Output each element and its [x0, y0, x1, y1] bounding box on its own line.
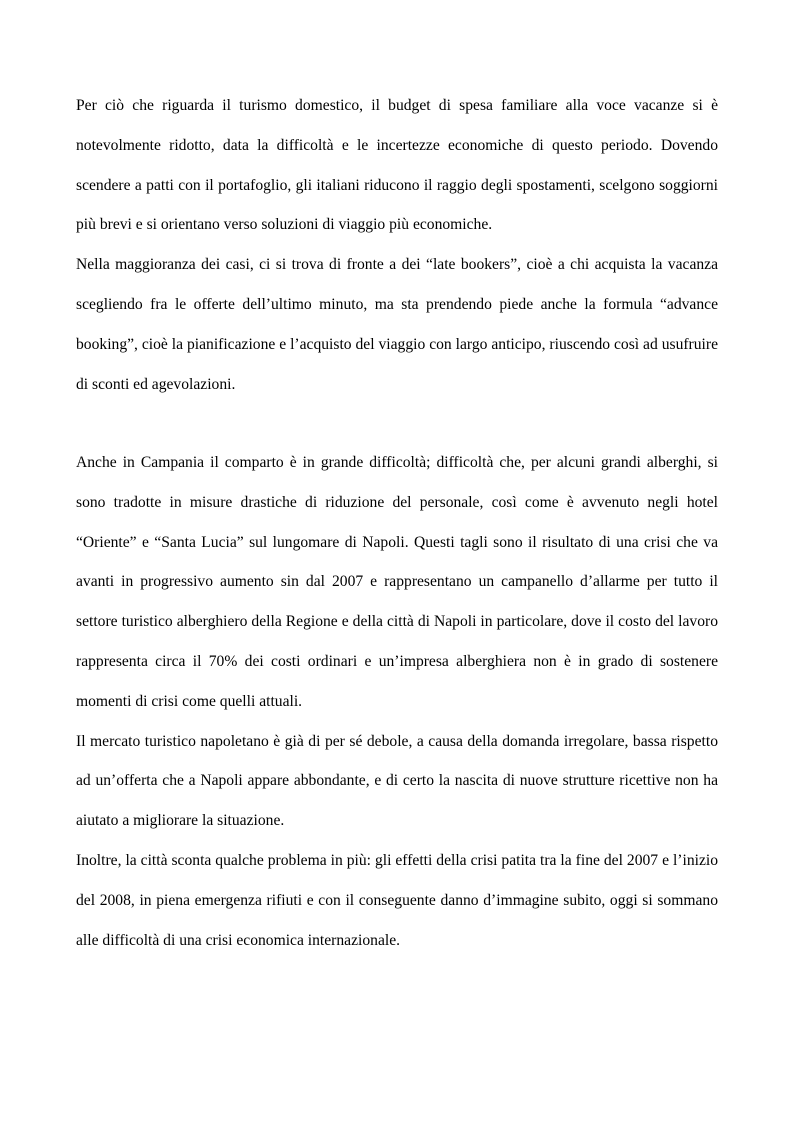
paragraph-campania-hotels: Anche in Campania il comparto è in grande difficoltà; difficoltà che, per alcuni grandi alberghi, si sono tradotte in misure drastiche di riduzione del personale, così come è avvenuto negli hotel “Oriente” e “Santa Lucia” sul lungomare di Napoli. Questi tagli sono il risultato di una crisi che va avanti in progressivo aumento sin dal 2007 e rappresentano un campanello d’allarme per tutto il settore turistico alberghiero della Regione e della città di Napoli in particolare, dove il costo del lavoro rappresenta circa il 70% dei costi ordinari e un’impresa alberghiera non è in grado di sostenere momenti di crisi come quelli attuali. [76, 454, 718, 710]
paragraph-naples-market: Il mercato turistico napoletano è già di per sé debole, a causa della domanda irregolare, bassa rispetto ad un’offerta che a Napoli appare abbondante, e di certo la nascita di nuove strutture ricettive non ha aiutato a migliorare la situazione. [76, 732, 718, 830]
paragraph-naples-crisis: Inoltre, la città sconta qualche problema in più: gli effetti della crisi patita tra la fine del 2007 e l’inizio del 2008, in piena emergenza rifiuti e con il conseguente danno d’immagine subito, oggi si sommano alle difficoltà di una crisi economica internazionale. [76, 851, 718, 949]
text-section-2 [76, 443, 718, 960]
text-section-1 [76, 86, 718, 404]
paragraph-domestic-tourism: Per ciò che riguarda il turismo domestico, il budget di spesa familiare alla voce vacanze si è notevolmente ridotto, data la difficoltà e le incertezze economiche di questo periodo. Dovendo scendere a patti con il portafoglio, gli italiani riducono il raggio degli spostamenti, scelgono soggiorni più brevi e si orientano verso soluzioni di viaggio più economiche. [76, 97, 718, 234]
paragraph-booking-trends: Nella maggioranza dei casi, ci si trova di fronte a dei “late bookers”, cioè a chi acquista la vacanza scegliendo fra le offerte dell’ultimo minuto, ma sta prendendo piede anche la formula “advance booking”, cioè la pianificazione e l’acquisto del viaggio con largo anticipo, riuscendo così ad usufruire di sconti ed agevolazioni. [76, 256, 718, 393]
